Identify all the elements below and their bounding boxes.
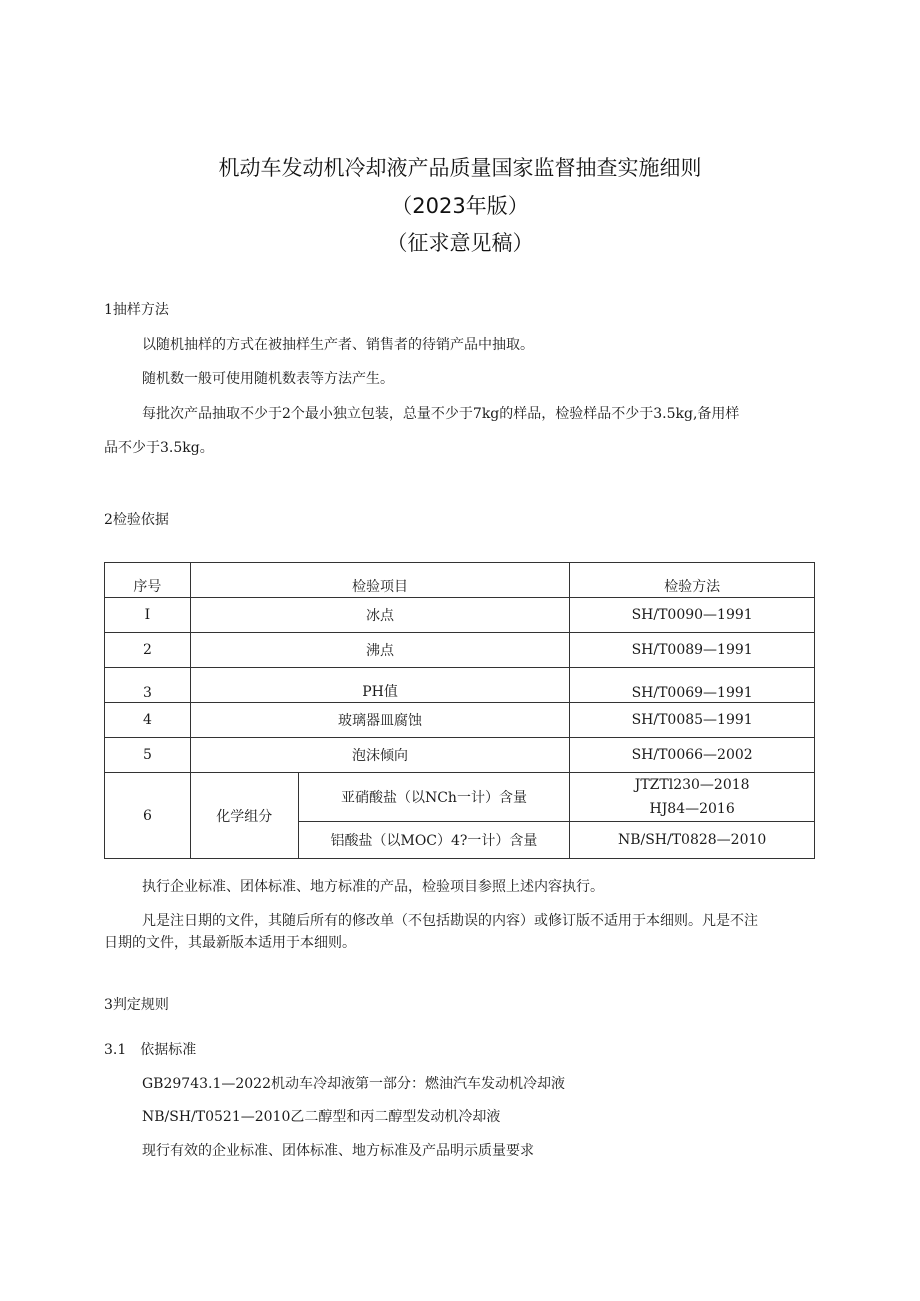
section-2-heading: 2检验依据: [104, 512, 169, 528]
section-1-paragraph-3-cont: 品不少于3.5kg。: [104, 440, 214, 456]
group-name: 化学组分: [190, 773, 298, 859]
row-item: 玻璃器皿腐蚀: [190, 703, 569, 738]
row-no: 2: [105, 633, 191, 668]
row-method: SH/T0089—1991: [570, 633, 815, 668]
header-no: 序号: [105, 563, 191, 598]
row-method: SH/T0069—1991: [570, 668, 815, 703]
section-3-heading: 3判定规则: [104, 997, 169, 1013]
row-no: 4: [105, 703, 191, 738]
section-2-note-2: 凡是注日期的文件，其随后所有的修改单（不包括勘误的内容）或修订版不适用于本细则。凡是不注: [142, 913, 758, 929]
group-sub2-item: 铝酸盐（以MOC）4?一计）含量: [298, 822, 570, 859]
group-no: 6: [105, 773, 191, 859]
row-item: 泡沫倾向: [190, 738, 569, 773]
header-item: 检验项目: [190, 563, 569, 598]
table-row: [105, 633, 815, 668]
section-2-note-1: 执行企业标准、团体标准、地方标准的产品，检验项目参照上述内容执行。: [142, 879, 604, 895]
table-row: [105, 738, 815, 773]
row-method: SH/T0090—1991: [570, 598, 815, 633]
document-edition: （2023年版）: [391, 194, 529, 218]
section-1-paragraph-2: 随机数一般可使用随机数表等方法产生。: [142, 371, 394, 387]
table-row-group: [105, 773, 815, 822]
section-3-1-heading: 3.1 依据标准: [104, 1042, 197, 1058]
section-1-heading: 1抽样方法: [104, 302, 169, 318]
standard-item: GB29743.1—2022机动车冷却液第一部分：燃油汽车发动机冷却液: [142, 1076, 565, 1092]
table-row: [105, 598, 815, 633]
row-no: 3: [105, 668, 191, 703]
section-1-paragraph-3: 每批次产品抽取不少于2个最小独立包装，总量不少于7kg的样品，检验样品不少于3.5kg,备用样: [142, 406, 740, 422]
group-sub1-method-b: HJ84—2016: [649, 801, 735, 817]
header-method: 检验方法: [570, 563, 815, 598]
inspection-table: [104, 562, 815, 859]
row-method: SH/T0085—1991: [570, 703, 815, 738]
section-2-note-2-cont: 日期的文件，其最新版本适用于本细则。: [104, 935, 356, 951]
group-sub1-method-a: JTZTl230—2018: [634, 777, 750, 793]
standard-item: 现行有效的企业标准、团体标准、地方标准及产品明示质量要求: [142, 1143, 534, 1159]
row-method: SH/T0066—2002: [570, 738, 815, 773]
row-no: I: [105, 598, 191, 633]
group-sub2-method: NB/SH/T0828—2010: [570, 822, 815, 859]
table-row: [105, 703, 815, 738]
row-no: 5: [105, 738, 191, 773]
row-item: 沸点: [190, 633, 569, 668]
section-1-paragraph-1: 以随机抽样的方式在被抽样生产者、销售者的待销产品中抽取。: [142, 337, 534, 353]
document-title: 机动车发动机冷却液产品质量国家监督抽查实施细则: [218, 156, 702, 180]
row-item: PH值: [190, 668, 569, 703]
row-item: 冰点: [190, 598, 569, 633]
group-sub1-item: 亚硝酸盐（以NCh一计）含量: [298, 773, 570, 822]
group-sub1-method: [570, 773, 815, 822]
document-draft-label: （征求意见稿）: [386, 231, 534, 255]
standard-item: NB/SH/T0521—2010乙二醇型和丙二醇型发动机冷却液: [142, 1109, 501, 1125]
table-row: [105, 668, 815, 703]
table-header-row: [105, 563, 815, 598]
